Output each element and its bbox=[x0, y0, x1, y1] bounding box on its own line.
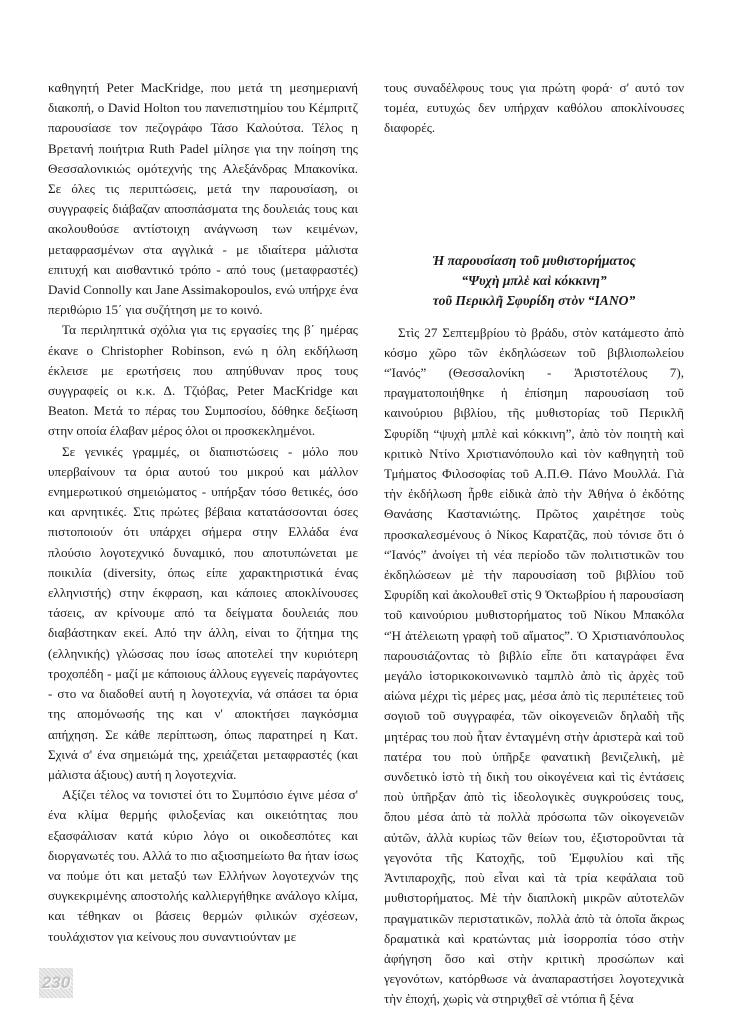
article-heading-line-2: “Ψυχὴ μπλὲ καὶ κόκκινη” bbox=[461, 272, 607, 288]
left-paragraph-1: καθηγητή Peter MacKridge, που μετά τη μεσημεριανή διακοπή, ο David Holton του πανεπιστημίου του Κέμπριτζ παρουσίασε τον πεζογράφο Τάσο Καλούτσα. Τέλος η Βρετανή ποιήτρια Ruth Padel μίλησε για την ποίηση της Θεσσαλονικιώς ομότεχνής της Αλεξάνδρας Μπακονίκα. Σε όλες τις περιπτώσεις, μετά την παρουσίαση, οι συγγραφείς διάβαζαν αποσπάσματα της δουλειάς τους και ακολουθούσε αντίστοιχη ανάγνωση των κειμένων, μεταφρασμένων στα αγγλικά - με ιδιαίτερα μάλιστα επιτυχή και αισθαντικό τρόπο - από τους (μεταφραστές) David Connolly και Jane Assimakopoulos, ενώ υπήρχε ένα περιθώριο 15΄ για συζήτηση με το κοινό. bbox=[48, 80, 358, 318]
left-paragraph-4: Αξίζει τέλος να τονιστεί ότι το Συμπόσιο έγινε μέσα σ' ένα κλίμα θερμής φιλοξενίας και οικειότητας που εξασφάλισαν κατά κύριο λόγο οι οικοδεσπότες και διοργανωτές του. Αλλά το πιο αξιοσημείωτο θα ήταν ίσως να πούμε ότι και μεταξύ των Ελλήνων λογοτεχνών της συγκεκριμένης αποστολής καλλιεργήθηκε ανάλογο κλίμα, και τέθηκαν οι βάσεις θερμών φιλικών σχέσεων, τουλάχιστον για κείνους που συναντιούνταν με bbox=[48, 787, 358, 944]
article-body-paragraph: Στὶς 27 Σεπτεμβρίου τὸ βράδυ, στὸν κατάμεστο ἀπὸ κόσμο χῶρο τῶν ἐκδηλώσεων τοῦ βιβλιοπωλείου “Ἰανός” (Θεσσαλονίκη - Ἀριστοτέλους 7), πραγματοποιήθηκε ἡ ἐπίσημη παρουσίαση τοῦ καινούριου βιβλίου, τῆς μυθιστορίας τοῦ Περικλῆ Σφυρίδη “ψυχὴ μπλὲ καὶ κόκκινη”, ἀπὸ τὸν ποιητὴ καὶ κριτικὸ Ντίνο Χριστιανόπουλο καὶ τὸν καθηγητὴ τοῦ Τμήματος Φιλοσοφίας τοῦ Α.Π.Θ. Πάνο Μουλλά. Γιὰ τὴν ἐκδήλωση ἦρθε εἰδικὰ ἀπὸ τὴν Ἀθήνα ὁ ἐκδότης Θανάσης Καστανιώτης. Πρῶτος χαιρέτησε τοὺς προσκαλεσμένους ὁ Νίκος Καρατζᾶς, ποὺ τόνισε ὅτι ὁ “Ἰανός” ἀνοίγει τὴ νέα περίοδο τῶν πολιτιστικῶν του ἐκδηλώσεων μὲ τὴν παρουσίαση τοῦ βιβλίου τοῦ Σφυρίδη καὶ ἀκολουθεῖ στὶς 9 Ὀκτωβρίου ἡ παρουσίαση τοῦ καινούριου μυθιστορήματος τοῦ Νίκου Μπακόλα “Ἡ ἀτέλειωτη γραφὴ τοῦ αἵματος”. Ὁ Χριστιανόπουλος παρουσιάζοντας τὸ βιβλίο εἶπε ὅτι καταγράφει ἕνα μεγάλο ἱστορικοκοινωνικὸ ταμπλὸ ἀπὸ τὶς ἀρχὲς τοῦ αἰώνα μέχρι τὶς μέρες μας, μέσα ἀπὸ τὶς περιπέτειες τοῦ σογιοῦ τοῦ συγγραφέα, τῶν οἰκογενειῶν δηλαδὴ τῆς μητέρας του ποὺ ἦταν ἐνταγμένη στὴν ἀριστερὰ καὶ τοῦ πατέρα του ποὺ ὑπῆρξε φανατικὴ βενιζελικὴ, μὲ συνδετικὸ ἱστὸ τὴ δικὴ του οἰκογένεια καὶ τὶς ἐντάσεις ποὺ ὑπῆρξαν ἀπὸ τὶς ἰδεολογικὲς συγκρούσεις τους, ὅπου μέσα ἀπὸ τὰ πολλὰ πρόσωπα τῶν οἰκογενειῶν αὐτῶν, ἀλλὰ κυρίως τῶν θείων του, ἐξιστοροῦνται τὰ γεγονότα τῆς Κατοχῆς, τοῦ Ἐμφυλίου καὶ τῆς Ἀντιπαροχῆς, ποὺ εἶναι καὶ τὰ τρία κεφάλαια τοῦ μυθιστορήματος. Μὲ τὴν διαπλοκὴ μικρῶν αὐτοτελῶν πραγματικῶν περιστατικῶν, πολλὰ ἀπὸ τὰ ὁποῖα ἄκρως δραματικὰ καὶ κρατώντας μιὰ ἰσορροπία τόσο στὴν ἀφήγηση ὅσο καὶ στὴν κριτικὴ προσώπων καὶ γεγονότων, κατόρθωσε νὰ ἀναπαραστήσει λογοτεχνικὰ τὴν ἐποχή, χωρὶς νὰ στηριχθεῖ σὲ ντόπια ἢ ξένα bbox=[384, 324, 684, 1007]
left-column bbox=[48, 78, 358, 947]
left-paragraph-2: Τα περιληπτικά σχόλια για τις εργασίες της β΄ ημέρας έκανε ο Christopher Robinson, ενώ η όλη εκδήλωση έκλεισε με ερωτήσεις που απηύθυναν προς τους συγγραφείς οι κ.κ. Δ. Τζιόβας, Peter MacKridge και Beaton. Μετά το πέρας του Συμποσίου, δόθηκε δεξίωση στην οποία έλαβαν μέρος όλοι οι προσκεκλημένοι. bbox=[48, 322, 358, 439]
left-paragraph-3: Σε γενικές γραμμές, οι διαπιστώσεις - μόλο που υπερβαίνουν τα όρια αυτού του μικρού και μάλλον ενημερωτικού σημειώματος - υπήρξαν τόσο θετικές, όσο και αρνητικές. Στις πρώτες βέβαια κατατάσσονται όσες πιστοποιούν ότι υπάρχει σήμερα στην Ελλάδα ένα πλούσιο λογοτεχνικό δυναμικό, που αποτυπώνεται με ποικιλία (diversity, όπως είπε χαρακτηριστικά ένας ελληνιστής) στην έκφραση, και κάποιες αποκλίνουσες τάσεις, αν κρίνουμε από τα δείγματα δουλειάς που διαβάστηκαν εκεί. Από την άλλη, είναι το ζήτημα της (ελληνικής) γλώσσας που ίσως αποτελεί την κυριότερη τροχοπέδη - μαζί με κάποιους άλλους εγγενείς παράγοντες - στο να διαδοθεί αυτή η λογοτεχνία, νά σπάσει τα όρια της απομόνωσής της και ν' αποκτήσει παγκόσμια απήχηση. Σε κάθε περίπτωση, όπως παρατηρεί η Κατ. Σχινά σ' ένα σημειώμά της, χρειάζεται μεταφραστές (και μάλιστα άξιους) αυτή η λογοτεχνία. bbox=[48, 443, 358, 782]
right-column bbox=[384, 78, 684, 1010]
continuation-paragraph: τους συναδέλφους τους για πρώτη φορά· σ' αυτό τον τομέα, ευτυχώς δεν υπήρχαν καθόλου αποκλίνουσες διαφορές. bbox=[384, 80, 684, 136]
page-number: 230 bbox=[39, 968, 73, 998]
article-heading-line-3: τοῦ Περικλῆ Σφυρίδη στὸν “ΙΑΝΟ” bbox=[432, 292, 636, 308]
article-heading bbox=[384, 251, 684, 311]
article-heading-line-1: Ἡ παρουσίαση τοῦ μυθιστορήματος bbox=[432, 252, 636, 268]
